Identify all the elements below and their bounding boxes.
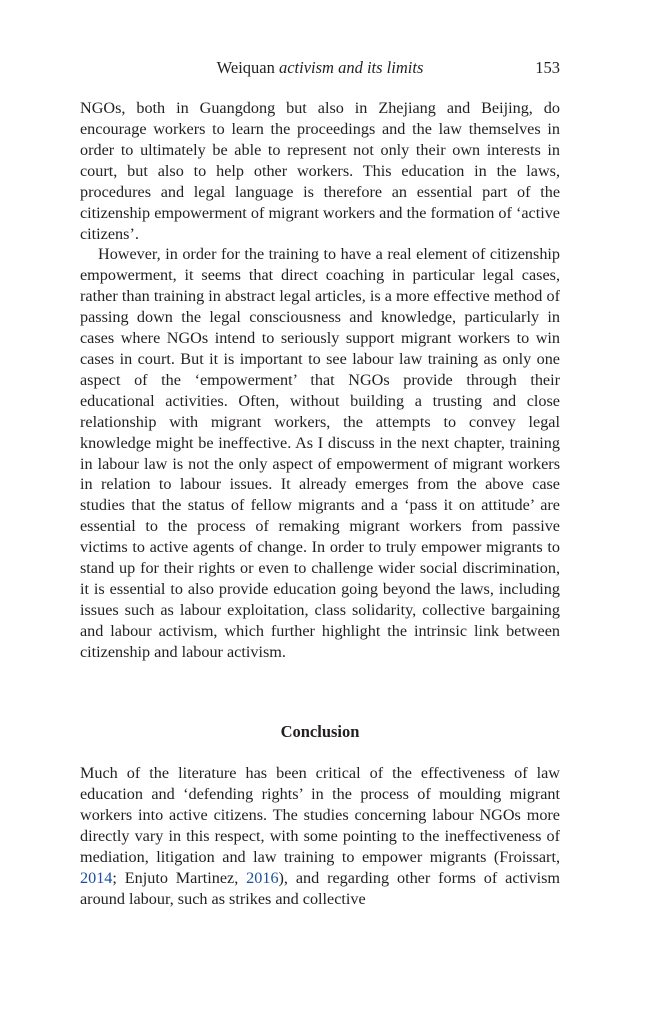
- section-heading: Conclusion: [280, 722, 360, 741]
- conclusion-text-part-1: Much of the literature has been critical of the effectiveness of law education and ‘defending rights’ in the process of moulding migrant workers into active citizens. The studies concerning labour NGOs more directly vary in this respect, with some pointing to the ineffectiveness of mediation, litigation and law training to empower migrants (Froissart,: [80, 764, 560, 866]
- body-paragraph-continued: [80, 98, 560, 245]
- conclusion-text-part-2: ; Enjuto Martinez,: [112, 868, 247, 887]
- body-paragraph-conclusion: [80, 763, 560, 910]
- page-number: 153: [535, 58, 560, 77]
- citation-link-enjuto-martinez[interactable]: 2016: [246, 868, 279, 887]
- paragraph-text: [80, 763, 560, 910]
- conclusion-text-part-3: ), and regarding other forms of activism around labour, such as strikes and collective: [80, 868, 560, 908]
- paragraph-text: NGOs, both in Guangdong but also in Zhejiang and Beijing, do encourage workers to learn the proceedings and the law themselves in order to ultimately be able to represent not only their own interests in court, but also to help other workers. This education in the laws, procedures and legal language is therefore an essential part of the citizenship empowerment of migrant workers and the formation of ‘active citizens’.: [80, 99, 560, 243]
- citation-link-froissart[interactable]: 2014: [80, 868, 113, 887]
- running-title-italic: activism and its limits: [278, 58, 424, 77]
- paragraph-text: However, in order for the training to have a real element of citizenship empowerment, it seems that direct coaching in particular legal cases, rather than training in abstract legal articles, is a more effective method of passing down the legal consciousness and knowledge, particularly in cases where NGOs intend to seriously support migrant workers to win cases in court. But it is important to see labour law training as only one aspect of the ‘empowerment’ that NGOs provide through their educational activities. Often, without building a trusting and close relationship with migrant workers, the attempts to convey legal knowledge might be ineffective. As I discuss in the next chapter, training in labour law is not the only aspect of empowerment of migrant workers in relation to labour issues. It already emerges from the above case studies that the status of fellow migrants and a ‘pass it on attitude’ are essential to the process of remaking migrant workers from passive victims to active agents of change. In order to truly empower migrants to stand up for their rights or even to challenge wider social discrimination, it is essential to also provide education going beyond the laws, including issues such as labour exploitation, class solidarity, collective bargaining and labour activism, which further highlight the intrinsic link between citizenship and labour activism.: [80, 245, 560, 662]
- running-title-plain: Weiquan: [216, 58, 279, 77]
- running-title: [80, 57, 560, 79]
- running-head: [80, 57, 560, 79]
- body-paragraph-training: [80, 244, 560, 663]
